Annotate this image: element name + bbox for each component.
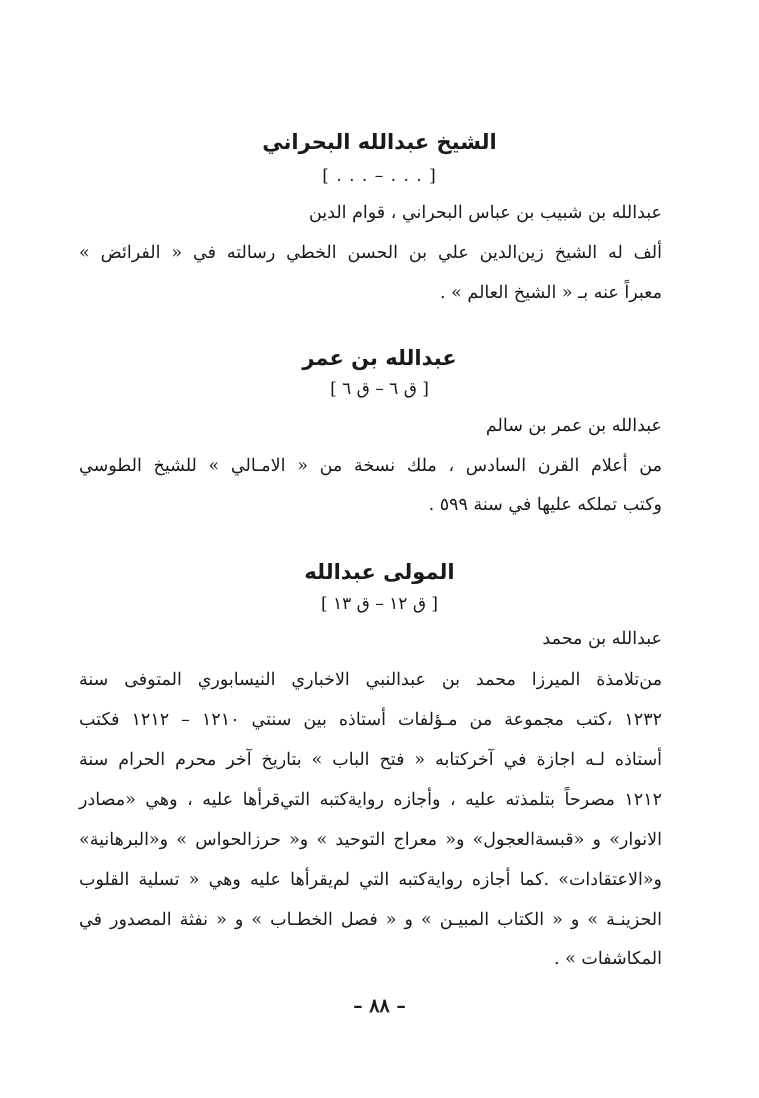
entry-text-line: الحزينـة » و « الكتاب المبيـن » و « فصل الخطـاب » و « نفثة المصدور في xyxy=(79,910,662,930)
entry-text-line: عبدالله بن شبيب بن عباس البحراني ، قوام الدين xyxy=(308,203,662,223)
entry-text-line: ١٢٣٢ ،كتب مجموعة من مـؤلفات أستاذه بين سنتي ١٢١٠ – ١٢١٢ فكتب xyxy=(79,710,662,730)
entry-text-line: من‌تلامذة الميرزا محمد بن عبدالنبي الاخباري النيسابوري المتوفى سنة xyxy=(79,670,662,690)
page-number: – ٨٨ – xyxy=(353,995,406,1017)
entry-text-line: الانوار» و «قبسةالعجول» و« معراج التوحيد » و« حرزالحواس » و«البرهانية» xyxy=(79,830,662,850)
entry-text-line: عبدالله بن محمد xyxy=(542,629,662,649)
entry-text-line: و«الاعتقادات» .كما أجازه روايةكتبه التي لم‌يقرأها عليه وهي « تسلية القلوب xyxy=(79,870,662,890)
entry-title: عبدالله بن عمر xyxy=(302,346,457,370)
entry-text-line: عبدالله بن عمر بن سالم xyxy=(485,416,662,436)
entry-date-range: [ . . . – . . . ] xyxy=(322,166,437,186)
entry-title: الشيخ عبدالله البحراني xyxy=(262,130,497,154)
entry-text-line: وكتب تملكه عليها في سنة ٥٩٩ . xyxy=(428,495,662,515)
entry-title: المولى عبدالله xyxy=(304,560,455,584)
entry-text-line: ١٢١٢ مصرحاً بتلمذته عليه ، وأجازه روايةكتبه التي‌قرأها عليه ، وهي «مصادر xyxy=(79,790,662,810)
entry-text-line: من أعلام القرن السادس ، ملك نسخة من « الامـالي » للشيخ الطوسي xyxy=(79,456,662,476)
entry-text-line: معبراً عنه بـ « الشيخ العالم » . xyxy=(440,283,662,303)
entry-date-range: [ ق ١٢ – ق ١٣ ] xyxy=(320,594,439,614)
entry-date-range: [ ق ٦ – ق ٦ ] xyxy=(330,379,429,399)
entry-text-line: ألف له الشيخ زين‌الدين علي بن الحسن الخطي رسالته في « الفرائض » xyxy=(79,243,662,263)
entry-text-line: أستاذه لـه اجازة في آخركتابه « فتح الباب » بتاريخ آخر محرم الحرام سنة xyxy=(79,750,662,770)
entry-text-line: المكاشفات » . xyxy=(553,949,662,969)
